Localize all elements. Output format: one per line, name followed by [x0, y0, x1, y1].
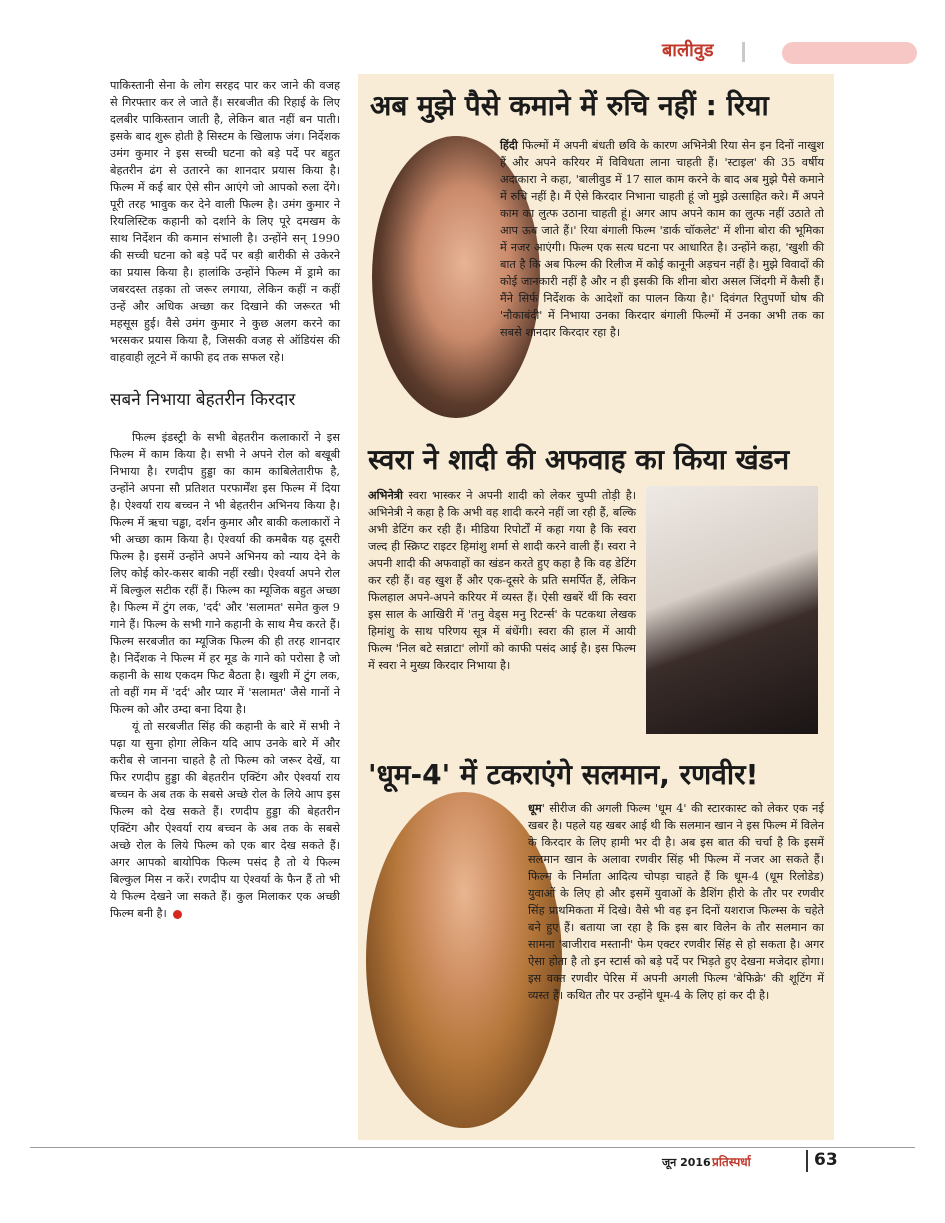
header-decoration-pill — [782, 42, 917, 64]
left-subheading: सबने निभाया बेहतरीन किरदार — [110, 390, 296, 410]
end-mark-icon — [173, 910, 182, 919]
footer-separator — [806, 1150, 808, 1172]
left-para-2: फिल्म इंडस्ट्री के सभी बेहतरीन कलाकारों ने इस फिल्म में काम किया है। सभी ने अपने रोल को बखूबी निभाया है। रणदीप हुड्डा का काम काबिलेतारीफ है, उन्होंने अपना सौ प्रतिशत परफार्मेंश इस फिल्म में दिया है। ऐश्वर्या राय बच्चन ने भी बेहतरीन अभिनय किया है। फिल्म में ऋचा चड्ढा, दर्शन कुमार और बाकी कलाकारों ने भी अच्छा काम किया है। ऐश्वर्या की कमबैक यह दूसरी फिल्म है। इसमें उन्होंने अपने अभिनय को न्याय देने के लिए कोई कोर-कसर बाकी नहीं रखी। ऐश्वर्या अपने रोल में बिल्कुल सटीक रहीं हैं। फिल्म का म्यूजिक बहुत अच्छा है। फिल्म में टुंग लक, 'दर्द' और 'सलामत' समेत कुल 9 गाने हैं। फिल्म के सभी गाने कहानी के साथ मैच करते हैं। फिल्म सरबजीत का म्यूजिक फिल्म की ही तरह शानदार है। निर्देशक ने फिल्म में हर मूड के गाने को परोसा है जो कहानी के साथ एकदम फिट बैठता है। खुशी में टुंग लक, तो वहीं गम में 'दर्द' और प्यार में 'सलामत' जैसे गानों ने फिल्म को और उम्दा बना दिया है। — [110, 431, 340, 716]
article-3-lead: धूम — [528, 801, 542, 815]
article-2-body — [368, 487, 636, 674]
left-para-3-text: यूं तो सरबजीत सिंह की कहानी के बारे में सभी ने पढ़ा या सुना होगा लेकिन यदि आप उनके बारे में और करीब से जानना चाहते है तो फिल्म को जरूर देखें, या फिर रणदीप हुड्डा की बेहतरीन एक्टिंग और ऐश्वर्या राय बच्चन के अब तक के सबसे अच्छे रोल के लिये आप इस फिल्म को देख सकते हैं। रणदीप हुड्डा की बेहतरीन एक्टिंग और ऐश्वर्या राय बच्चन के अब तक के सबसे अच्छे रोल के लिये फिल्म को एक बार देख सकते हैं। अगर आपको बायोपिक फिल्म पसंद है तो ये फिल्म बिल्कुल मिस न करें। रणदीप या ऐश्वर्या के फैन हैं तो भी ये फिल्म देखने जा सकते हैं। कुल मिलाकर एक अच्छी फिल्म बनी है। — [110, 720, 340, 920]
article-1-body — [500, 137, 824, 341]
article-1-headline: अब मुझे पैसे कमाने में रुचि नहीं : रिया — [370, 89, 769, 122]
footer-rule — [30, 1147, 915, 1148]
footer-date: जून 2016 — [662, 1156, 711, 1169]
left-para-1: पाकिस्तानी सेना के लोग सरहद पार कर जाने की वजह से गिरफ्तार कर ले जाते हैं। सरबजीत की रिहाई के लिए दलबीर पाकिस्तान जाती है, लेकिन बात नहीं बन पाती। इसके बाद शुरू होती है सिस्टम के खिलाफ जंग। निर्देशक उमंग कुमार ने इस सच्ची घटना को बड़े पर्दे पर बहुत बेहतरीन ढंग से उतारने का शानदार प्रयास किया है। फिल्म में कई बार ऐसे सीन आएंगे जो आपको रुला देंगे। पूरी तरह भावुक कर देने वाली फिल्म है। उमंग कुमार ने रियलिस्टिक कहानी को दर्शाने के लिए पूरे दमखम के साथ निर्देशन की कमान संभाली है। उन्होंने सन् 1990 की सच्ची घटना को बड़े पर्दे पर बड़ी बारीकी से उकेरने का प्रयास किया है। हालांकि उन्होंने फिल्म में ड्रामे का जबरदस्त तड़का तो जरूर लगाया, लेकिन कहीं न कहीं उन्हें और अधिक अच्छा कर दिखाने की जरूरत भी महसूस हुई। वैसे उमंग कुमार ने कुछ अलग करने का भरसकर प्रयास किया है, जिसकी वजह से ऑडियंस की वाहवाही लूटने में काफी हद तक सफल रहे। — [110, 79, 340, 364]
article-2-text: स्वरा भास्कर ने अपनी शादी को लेकर चुप्पी तोड़ी है। अभिनेत्री ने कहा है कि अभी वह शादी करने नहीं जा रही हैं, बल्कि अभी डेटिंग कर रही हैं। मीडिया रिपोर्टों में कहा गया है कि स्वरा जल्द ही स्क्रिप्ट राइटर हिमांशु शर्मा से शादी करने वाली हैं। स्वरा ने अपनी शादी की अफवाहों का खंडन करते हुए कहा है कि वह डेटिंग कर रही हैं। वह खुश हैं और एक-दूसरे के प्रति समर्पित हैं, लेकिन फिलहाल अपने-अपने करियर में व्यस्त हैं। ऐसी खबरें थीं कि स्वरा इस साल के आखिरी में 'तनु वेड्स मनु रिटर्न्स' के पटकथा लेखक हिमांशु के साथ परिणय सूत्र में बंधेंगी। स्वरा की हाल में आयी फिल्म 'निल बटे सन्नाटा' लोगों को काफी पसंद आई है। इस फिल्म में स्वरा ने मुख्य किरदार निभाया है। — [368, 489, 636, 672]
page-number: 63 — [814, 1150, 838, 1170]
article-3-text: ' सीरीज की अगली फिल्म 'धूम 4' की स्टारकास्ट को लेकर एक नई खबर है। पहले यह खबर आई थी कि सलमान खान ने इस फिल्म में विलेन के किरदार के लिए हामी भर दी है। अब इस बात की चर्चा है कि इसमें सलमान खान के अलावा रणवीर सिंह भी फिल्म में नजर आ सकते हैं। फिल्म के निर्माता आदित्य चोपड़ा चाहते हैं कि धूम-4 (धूम रिलोडेड) युवाओं के लिए हो और इसमें युवाओं के डैशिंग हीरो के तौर पर रणवीर सिंह प्राथमिकता में दिखे। वैसे भी वह इन दिनों यशराज फिल्म्स के चहेते बने हुए हैं। बताया जा रहा है कि इस बार विलेन के तौर सलमान का सामना 'बाजीराव मस्तानी' फेम एक्टर रणवीर सिंह से हो सकता है। अगर ऐसा होता है तो इन स्टार्स को बड़े पर्दे पर भिड़ते हुए देखना मजेदार होगा। इस वक्त रणवीर पेरिस में अपनी अगली फिल्म 'बेफिक्रे' की शूटिंग में व्यस्त हैं। कथित तौर पर उन्होंने धूम-4 के लिए हां कर दी है। — [528, 802, 824, 1002]
left-para-3 — [110, 718, 340, 922]
footer-magazine-name: प्रतिस्पर्धा — [712, 1155, 751, 1169]
page-header — [0, 0, 945, 70]
swara-bhaskar-photo — [646, 486, 818, 734]
section-label: बालीवुड — [662, 40, 714, 61]
left-column — [110, 77, 340, 922]
article-1-lead: हिंदी — [500, 138, 518, 152]
article-1-text: फिल्मों में अपनी बंधती छवि के कारण अभिनेत्री रिया सेन इन दिनों नाखुश हैं और अपने करियर में विविधता लाना चाहती हैं। 'स्टाइल' की 35 वर्षीय अदाकारा ने कहा, 'बालीवुड में 17 साल काम करने के बाद अब मुझे पैसे कमाने में रुचि नहीं है। मैं ऐसे किरदार निभाना चाहती हूं जो मुझे उत्साहित करे। मैं अपने काम का लुत्फ उठाना चाहती हूं। अगर आप अपने काम का लुत्फ नहीं उठाते तो आप ऊब जाते हैं।' रिया बंगाली फिल्म 'डार्क चॉकलेट' में शीना बोरा की भूमिका में नजर आएंगी। फिल्म एक सत्य घटना पर आधारित है। उन्होंने कहा, 'खुशी की बात है कि अब फिल्म की रिलीज में कोई कानूनी अड़चन नहीं है। मुझे विवादों की कोई जानकारी नहीं है और न ही इसकी कि शीना बोरा असल जिंदगी में कैसी हैं। मैंने सिर्फ निर्देशक के आदेशों का पालन किया है।' दिवंगत रितुपर्णो घोष की 'नौकाबंदी' में निभाया उनका किरदार बंगाली फिल्मों में उनका अभी तक का सबसे शानदार किरदार रहा है। — [500, 139, 824, 339]
article-2-lead: अभिनेत्री — [368, 488, 403, 502]
article-3-body — [528, 800, 824, 1004]
section-separator — [742, 42, 745, 62]
article-3-headline: 'धूम-4' में टकराएंगे सलमान, रणवीर! — [368, 758, 759, 791]
article-2-headline: स्वरा ने शादी की अफवाह का किया खंडन — [368, 443, 790, 476]
